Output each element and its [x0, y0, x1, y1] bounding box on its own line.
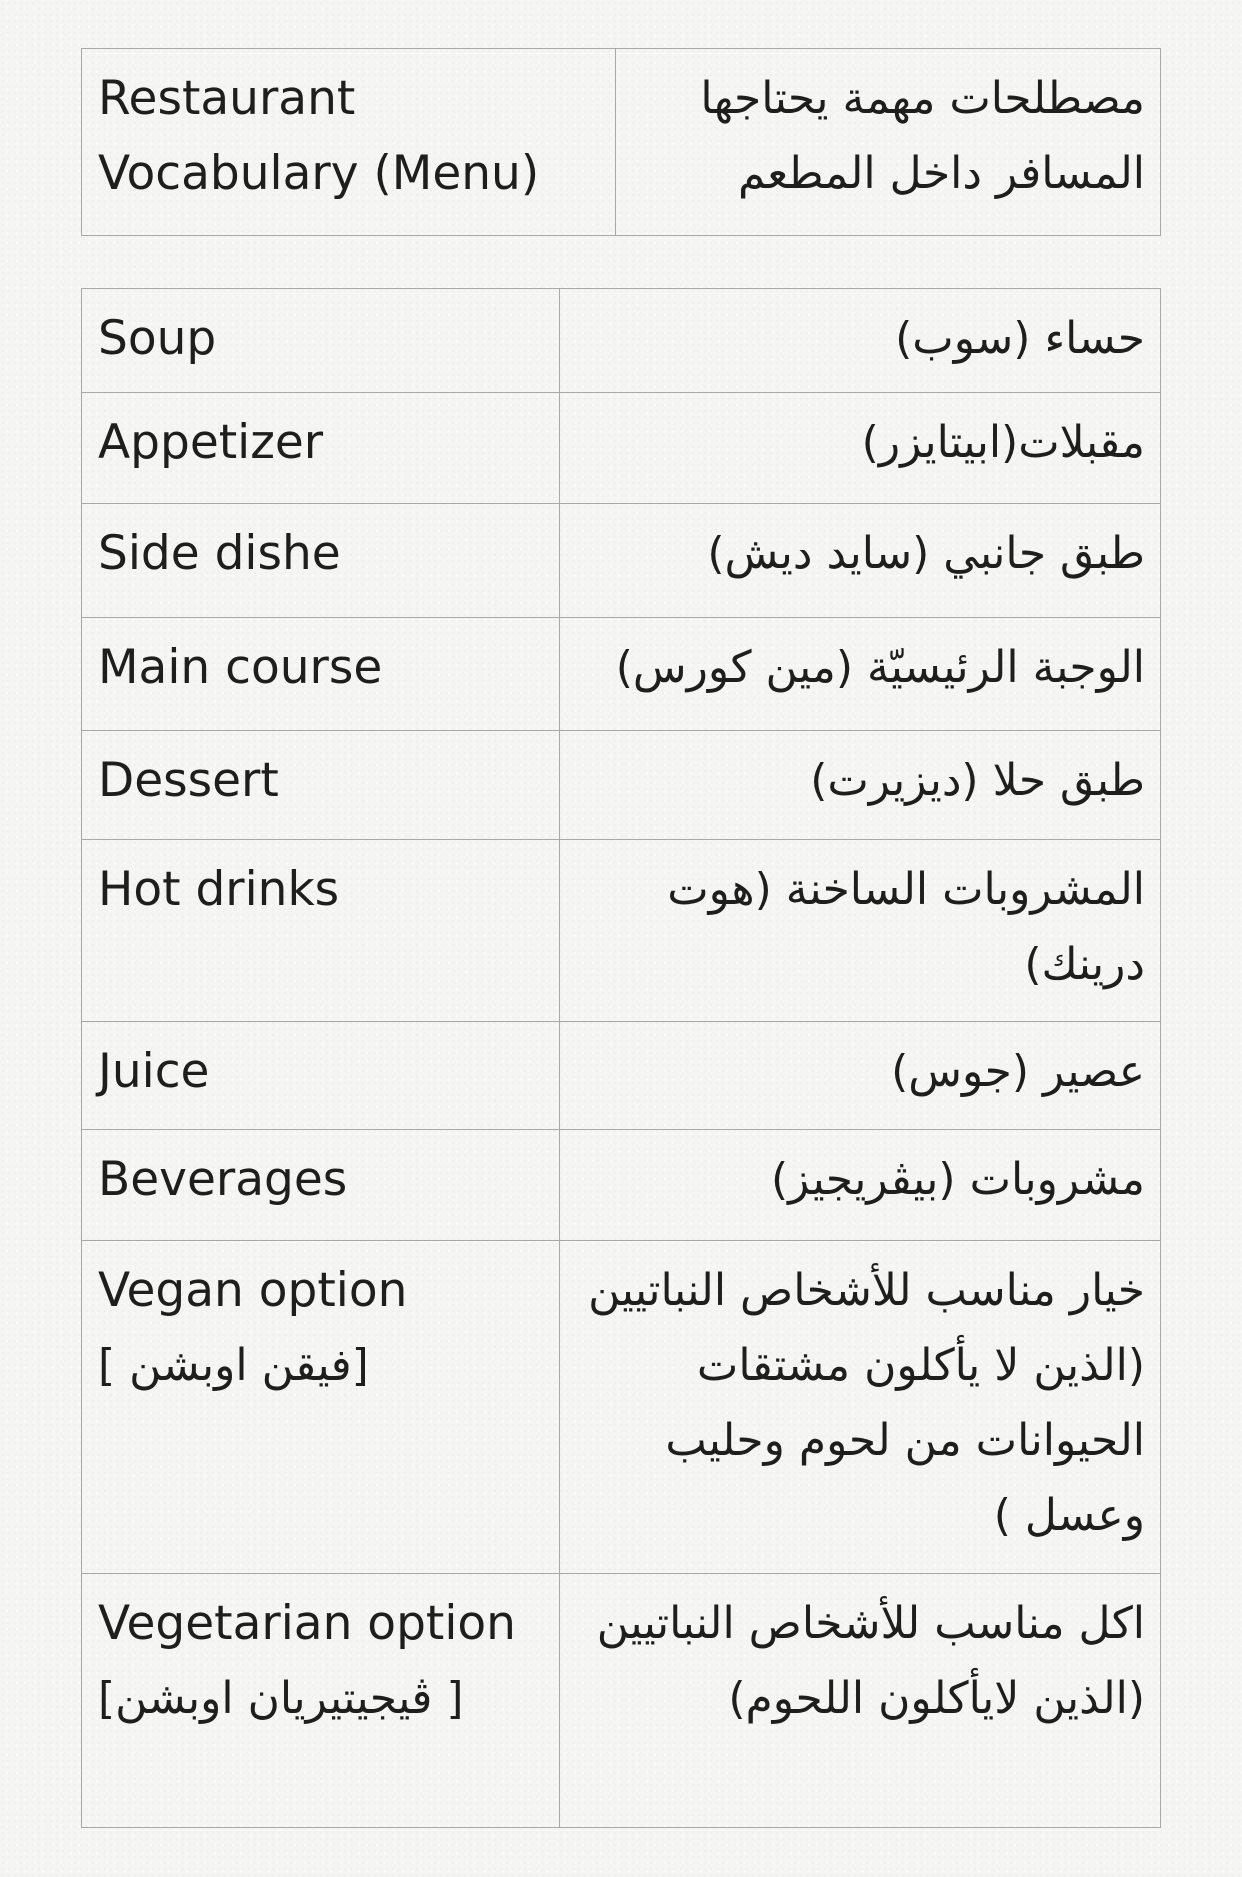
english-term-cell — [82, 1022, 560, 1130]
english-term: Vegan option — [98, 1263, 408, 1318]
arabic-term-cell — [560, 618, 1161, 731]
table-row — [82, 731, 1161, 840]
header-row — [82, 49, 1161, 236]
arabic-term-cell — [560, 1241, 1161, 1574]
arabic-term: الوجبة الرئيسيّة (مين كورس) — [615, 642, 1145, 693]
english-term: Hot drinks — [98, 862, 340, 917]
english-term-cell — [82, 840, 560, 1022]
table-row — [82, 840, 1161, 1022]
header-arabic-cell — [616, 49, 1161, 236]
english-term-transliteration: [ ڤيجيتيريان اوبشن] — [98, 1673, 464, 1724]
english-term-cell — [82, 393, 560, 504]
table-row — [82, 504, 1161, 618]
arabic-term-cell — [560, 504, 1161, 618]
english-term-cell — [82, 1241, 560, 1574]
arabic-term-cell — [560, 289, 1161, 393]
english-term: Soup — [98, 311, 217, 366]
english-term: Main course — [98, 640, 383, 695]
arabic-term: اكل مناسب للأشخاص النباتيين (الذين لايأكلون اللحوم) — [596, 1598, 1145, 1724]
table-row — [82, 618, 1161, 731]
arabic-term: مقبلات(ابيتايزر) — [861, 417, 1145, 468]
english-term-transliteration: [فيقن اوبشن ] — [98, 1340, 369, 1391]
table-row — [82, 1241, 1161, 1574]
header-english-cell — [82, 49, 616, 236]
table-row — [82, 1574, 1161, 1828]
arabic-term: حساء (سوب) — [895, 313, 1145, 364]
english-term: Juice — [98, 1044, 210, 1099]
arabic-term-cell — [560, 1022, 1161, 1130]
english-term: Dessert — [98, 753, 279, 808]
arabic-term-cell — [560, 731, 1161, 840]
vocabulary-table — [81, 288, 1161, 1828]
arabic-term: خيار مناسب للأشخاص النباتيين (الذين لا يأكلون مشتقات الحيوانات من لحوم وحليب وعسل ) — [588, 1265, 1145, 1541]
arabic-term-cell — [560, 840, 1161, 1022]
table-row — [82, 393, 1161, 504]
english-term-cell — [82, 731, 560, 840]
arabic-term: مشروبات (بيڤريجيز) — [771, 1154, 1145, 1205]
header-table — [81, 48, 1161, 236]
table-row — [82, 1022, 1161, 1130]
english-term: Appetizer — [98, 415, 324, 470]
table-row — [82, 289, 1161, 393]
english-term-cell — [82, 1130, 560, 1241]
english-term-cell — [82, 1574, 560, 1828]
arabic-term: طبق حلا (ديزيرت) — [810, 755, 1145, 806]
english-term: Vegetarian option — [98, 1596, 516, 1651]
arabic-term-cell — [560, 393, 1161, 504]
table-row — [82, 1130, 1161, 1241]
english-term-cell — [82, 618, 560, 731]
english-term-cell — [82, 504, 560, 618]
english-term: Side dishe — [98, 526, 341, 581]
english-term-cell — [82, 289, 560, 393]
english-term: Beverages — [98, 1152, 348, 1207]
arabic-term-cell — [560, 1130, 1161, 1241]
arabic-term: المشروبات الساخنة (هوت درينك) — [667, 864, 1145, 990]
arabic-term: عصير (جوس) — [891, 1046, 1145, 1097]
header-arabic-title: مصطلحات مهمة يحتاجها المسافر داخل المطعم — [700, 73, 1145, 199]
arabic-term: طبق جانبي (سايد ديش) — [707, 528, 1145, 579]
arabic-term-cell — [560, 1574, 1161, 1828]
header-english-title: Restaurant Vocabulary (Menu) — [98, 71, 540, 201]
